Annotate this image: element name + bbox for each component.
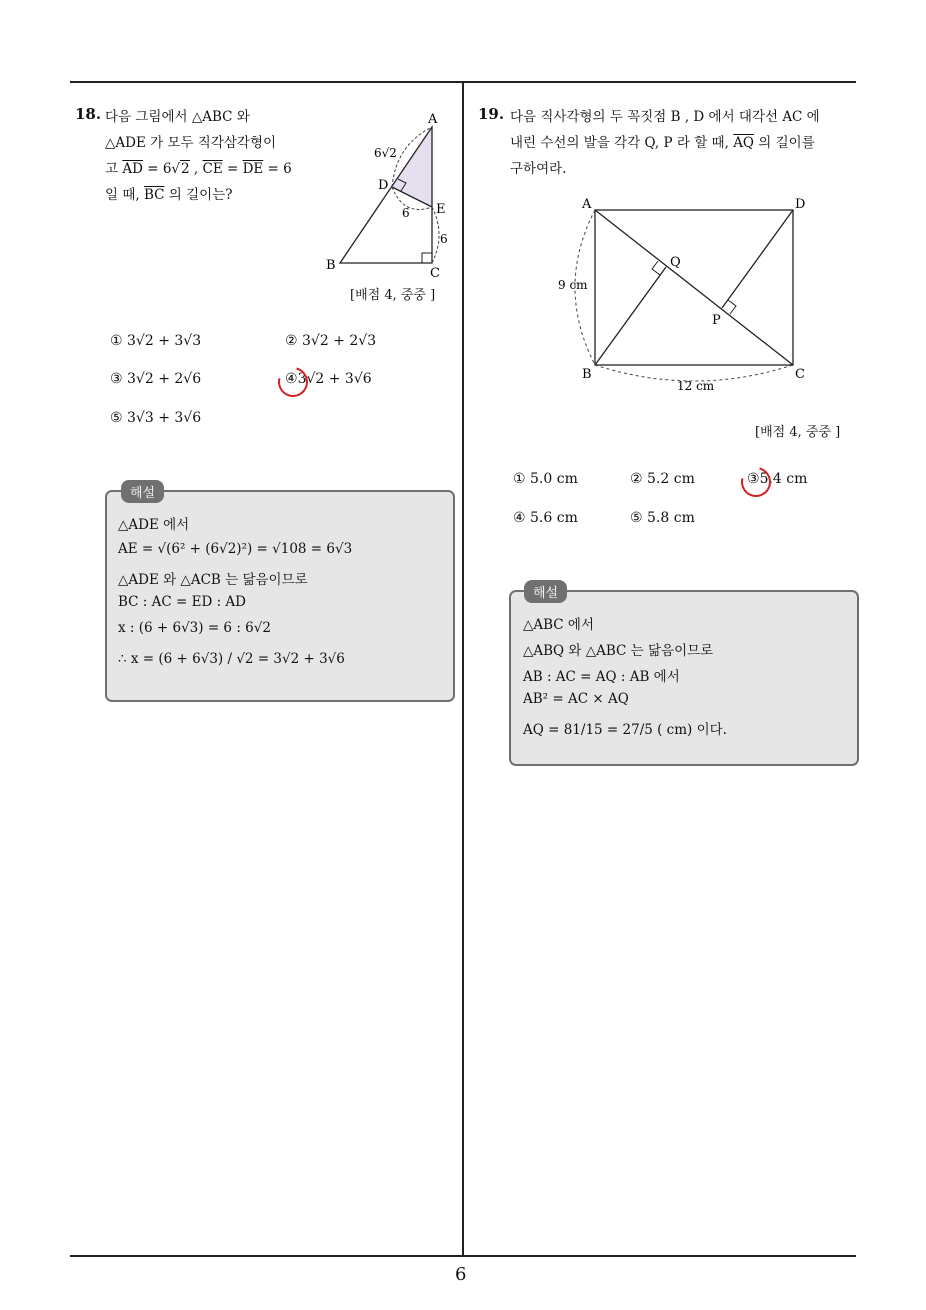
label-d: D [378,178,389,193]
answer-mark [736,462,777,503]
question-number: 19. [478,105,505,123]
question-text-line: △ADE 가 모두 직각삼각형이 [105,135,277,151]
label-p: P [712,313,721,328]
rectangle-figure [550,192,820,397]
choice-5[interactable]: ⑤ 5.8 cm [630,510,695,526]
solution-line: AQ = 81/15 = 27/5 ( cm) 이다. [523,722,727,738]
label-c: C [430,266,440,280]
question-text-line: 구하여라. [510,161,567,177]
right-angle-p [728,300,736,314]
choice-3[interactable]: ③5.4 cm [747,471,808,487]
solution-tag: 해설 [524,580,567,603]
choice-3[interactable]: ③ 3√2 + 2√6 [110,371,202,387]
solution-line: AB : AC = AQ : AB 에서 [523,669,680,685]
label-b: B [326,258,336,273]
bottom-rule [70,1255,856,1257]
choice-1[interactable]: ① 5.0 cm [513,471,578,487]
question-text-line: 일 때, $\overline{BC}$ 의 길이는? [105,187,233,203]
triangle-figure [320,105,460,280]
question-text-line: 다음 직사각형의 두 꼭짓점 B , D 에서 대각선 AC 에 [510,109,820,125]
solution-line: x : (6 + 6√3) = 6 : 6√2 [118,620,271,636]
shaded-region [392,127,432,263]
solution-line: △ADE 에서 [118,517,190,533]
column-divider [462,82,464,1256]
choice-2[interactable]: ② 5.2 cm [630,471,695,487]
question-text-line: 고 $\overline{AD} = 6√2$ , $\overline{CE} = \overline{DE} = 6$ [105,161,292,177]
label-q: Q [670,255,681,270]
label-a: A [582,197,592,212]
choice-2[interactable]: ② 3√2 + 2√3 [285,333,377,349]
length-ab: 9 cm [558,278,588,292]
solution-line: △ABQ 와 △ABC 는 닮음이므로 [523,643,714,659]
solution-line: △ABC 에서 [523,617,595,633]
length-ec: 6 [440,232,448,246]
score-label: [배점 4, 중중 ] [350,288,436,303]
diagonal-ac [595,210,793,365]
label-b: B [582,367,592,382]
perpendicular-dp [722,210,793,308]
right-angle-c [422,253,432,263]
solution-tag: 해설 [121,480,164,503]
solution-line: AB² = AC × AQ [523,691,629,707]
answer-mark [273,362,314,403]
label-a: A [428,112,438,127]
length-de: 6 [402,206,410,220]
choice-4[interactable]: ④ 5.6 cm [513,510,578,526]
label-d: D [795,197,806,212]
label-e: E [436,202,446,217]
question-text-line: 내린 수선의 발을 각각 Q, P 라 할 때, $\overline{AQ}$ 의 길이를 [510,135,815,151]
right-angle-q [652,261,660,275]
length-bc: 12 cm [677,379,715,393]
solution-line: BC : AC = ED : AD [118,594,246,610]
perpendicular-bq [595,267,666,365]
solution-line: △ADE 와 △ACB 는 닮음이므로 [118,572,308,588]
label-c: C [795,367,805,382]
score-label: [배점 4, 중중 ] [755,425,841,440]
solution-line: AE = √(6² + (6√2)²) = √108 = 6√3 [118,541,353,557]
question-text-line: 다음 그림에서 △ABC 와 [105,109,250,125]
choice-4[interactable]: ④3√2 + 3√6 [285,371,372,387]
choice-5[interactable]: ⑤ 3√3 + 3√6 [110,410,202,426]
page-number: 6 [455,1264,467,1285]
length-ad: 6√2 [374,146,397,160]
question-number: 18. [75,105,102,123]
choice-1[interactable]: ① 3√2 + 3√3 [110,333,202,349]
solution-line: ∴ x = (6 + 6√3) / √2 = 3√2 + 3√6 [118,651,345,667]
